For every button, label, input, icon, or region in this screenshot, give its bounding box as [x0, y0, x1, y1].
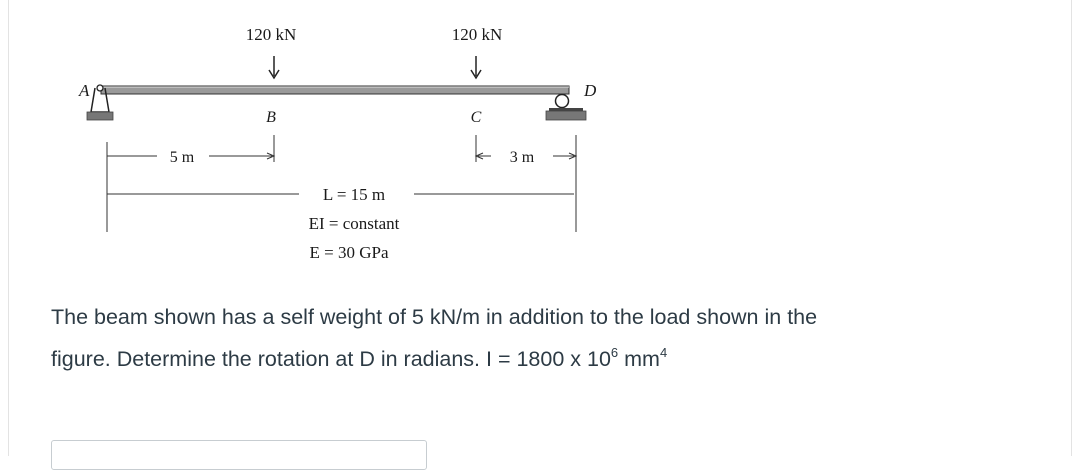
stiffness-label: EI = constant [308, 214, 400, 233]
beam-diagram [9, 0, 629, 280]
question-line-1: The beam shown has a self weight of 5 kN/m in addition to the load shown in the [51, 305, 818, 329]
load-arrow-b [269, 56, 279, 78]
load-label-b: 120 kN [245, 25, 297, 44]
exponent-6: 6 [610, 345, 619, 360]
span-label: L = 15 m [322, 185, 386, 204]
unit-mm: mm [618, 347, 660, 371]
dimension-label-ab: 5 m [169, 149, 195, 166]
point-label-c: C [470, 109, 482, 126]
exponent-4: 4 [659, 345, 668, 360]
load-label-c: 120 kN [451, 25, 503, 44]
question-text [51, 296, 1051, 380]
question-line-2-text: figure. Determine the rotation at D in radians. I = 1800 x 10 [51, 347, 611, 371]
question-card [8, 0, 1072, 456]
roller-support-d [546, 95, 586, 121]
modulus-label: E = 30 GPa [309, 243, 389, 262]
beam-figure [9, 0, 629, 280]
answer-input[interactable] [51, 440, 427, 470]
point-label-d: D [584, 81, 597, 100]
point-label-b: B [266, 109, 276, 126]
dimension-label-cd: 3 m [509, 149, 535, 166]
point-label-a: A [79, 81, 90, 100]
load-arrow-c [471, 56, 481, 78]
question-line-2 [51, 338, 1051, 380]
